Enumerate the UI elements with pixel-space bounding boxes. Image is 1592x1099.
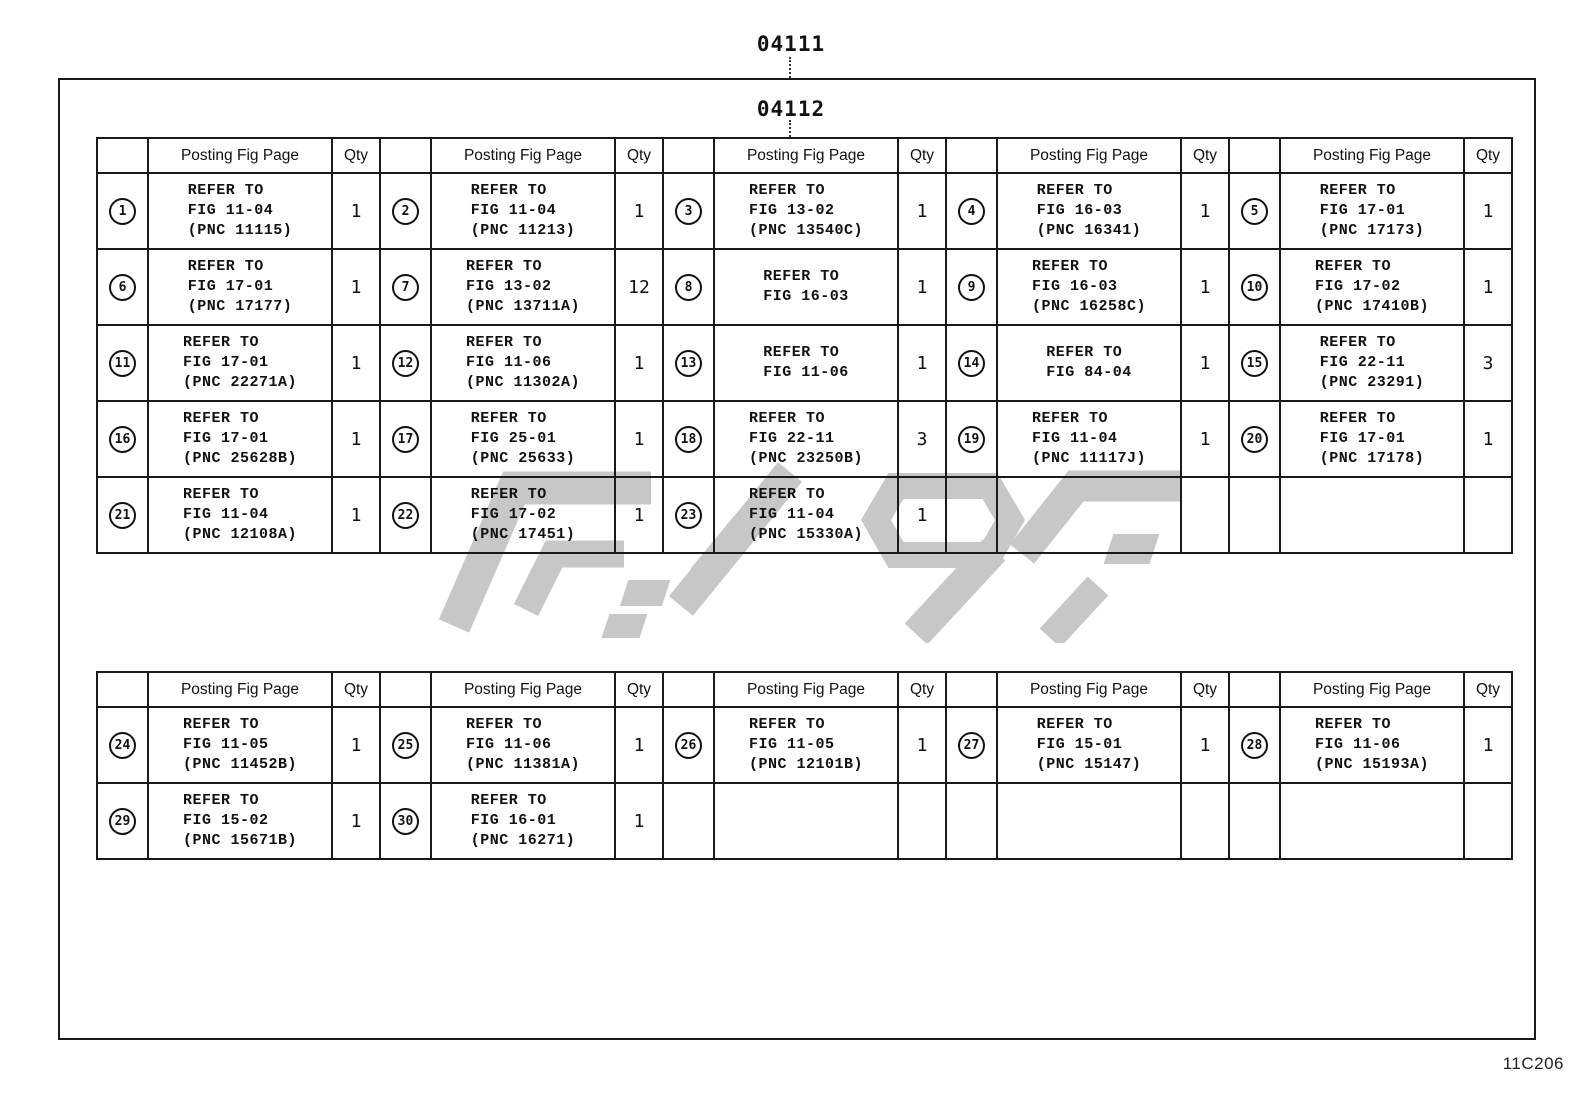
posting-fig-page-header: Posting Fig Page (431, 672, 615, 707)
posting-fig-cell (431, 325, 615, 401)
posting-fig-cell (1280, 707, 1464, 783)
posting-fig-page-header: Posting Fig Page (1280, 672, 1464, 707)
posting-fig-cell (431, 173, 615, 249)
item-number-cell (380, 707, 431, 783)
posting-fig-cell (431, 707, 615, 783)
refer-to-line: REFER TO (763, 268, 840, 285)
refer-to-line: REFER TO (1036, 716, 1113, 733)
item-number-cell (97, 477, 148, 553)
qty-cell: 1 (1181, 173, 1229, 249)
circled-number-icon: 20 (1241, 426, 1268, 453)
refer-to-line: (PNC 11452B) (182, 756, 298, 773)
item-number-cell (97, 707, 148, 783)
qty-header: Qty (1181, 138, 1229, 173)
refer-to-line: REFER TO (1031, 258, 1108, 275)
refer-to-line: FIG 17-02 (470, 506, 557, 523)
item-number-cell (663, 477, 714, 553)
refer-to-line: (PNC 11213) (470, 222, 576, 239)
refer-to-text (183, 791, 297, 851)
refer-to-line: (PNC 23250B) (748, 450, 864, 467)
item-number-cell (1229, 477, 1280, 553)
table-row (97, 783, 1512, 859)
posting-fig-cell (148, 783, 332, 859)
item-number-header (946, 672, 997, 707)
qty-cell: 1 (615, 401, 663, 477)
qty-cell: 1 (1181, 249, 1229, 325)
refer-to-line: (PNC 13711A) (465, 298, 581, 315)
posting-fig-page-header: Posting Fig Page (148, 138, 332, 173)
refer-to-text (188, 181, 293, 241)
posting-fig-cell (997, 707, 1181, 783)
circled-number-icon: 13 (675, 350, 702, 377)
refer-to-line: REFER TO (465, 334, 542, 351)
item-number-header (380, 672, 431, 707)
refer-to-line: REFER TO (748, 716, 825, 733)
qty-cell: 1 (332, 401, 380, 477)
refer-to-line: FIG 11-06 (763, 364, 849, 381)
refer-to-text (1032, 409, 1146, 469)
posting-fig-cell (148, 477, 332, 553)
connector-line-inner (789, 120, 791, 137)
refer-to-line: FIG 16-03 (1031, 278, 1118, 295)
refer-to-line: (PNC 23291) (1319, 374, 1425, 391)
item-number-cell (946, 325, 997, 401)
posting-fig-cell (431, 783, 615, 859)
item-number-header (97, 672, 148, 707)
refer-to-line: (PNC 15193A) (1314, 756, 1430, 773)
refer-to-line: REFER TO (1319, 182, 1396, 199)
refer-to-line: FIG 11-04 (187, 202, 274, 219)
refer-to-line: REFER TO (763, 344, 840, 361)
circled-number-icon: 4 (958, 198, 985, 225)
refer-to-line: REFER TO (1036, 182, 1113, 199)
posting-fig-cell (714, 401, 898, 477)
refer-to-line: FIG 11-06 (1314, 736, 1401, 753)
refer-to-line: FIG 16-01 (470, 812, 557, 829)
refer-to-line: REFER TO (182, 410, 259, 427)
item-number-cell (946, 783, 997, 859)
circled-number-icon: 3 (675, 198, 702, 225)
refer-to-line: (PNC 15330A) (748, 526, 864, 543)
refer-to-text (763, 343, 849, 383)
qty-cell: 1 (1464, 173, 1512, 249)
refer-to-line: (PNC 12108A) (182, 526, 298, 543)
item-number-cell (663, 401, 714, 477)
refer-to-line: FIG 84-04 (1046, 364, 1132, 381)
qty-cell: 3 (898, 401, 946, 477)
circled-number-icon: 27 (958, 732, 985, 759)
refer-to-line: (PNC 17410B) (1314, 298, 1430, 315)
part-number-inner: 04112 (756, 97, 826, 121)
posting-fig-cell (997, 249, 1181, 325)
refer-to-line: FIG 17-01 (1319, 202, 1406, 219)
refer-to-line: FIG 11-06 (465, 736, 552, 753)
refer-to-line: (PNC 16271) (470, 832, 576, 849)
circled-number-icon: 12 (392, 350, 419, 377)
refer-to-text (466, 715, 580, 775)
circled-number-icon: 26 (675, 732, 702, 759)
circled-number-icon: 2 (392, 198, 419, 225)
refer-to-text (1320, 409, 1425, 469)
refer-to-line: FIG 13-02 (465, 278, 552, 295)
qty-header: Qty (1464, 138, 1512, 173)
header-row (97, 138, 1512, 173)
posting-fig-cell (997, 477, 1181, 553)
refer-to-line: (PNC 17178) (1319, 450, 1425, 467)
posting-fig-cell (997, 325, 1181, 401)
refer-to-line: (PNC 25628B) (182, 450, 298, 467)
refer-to-line: FIG 11-05 (748, 736, 835, 753)
qty-header: Qty (615, 672, 663, 707)
qty-cell: 1 (615, 173, 663, 249)
qty-cell: 1 (1181, 325, 1229, 401)
item-number-cell (380, 783, 431, 859)
qty-cell: 1 (898, 707, 946, 783)
reference-table-lower (96, 671, 1513, 860)
refer-to-line: REFER TO (748, 410, 825, 427)
qty-cell (898, 783, 946, 859)
circled-number-icon: 14 (958, 350, 985, 377)
posting-fig-cell (431, 249, 615, 325)
qty-cell: 1 (615, 783, 663, 859)
refer-to-line: REFER TO (1319, 410, 1396, 427)
refer-to-line: FIG 11-04 (748, 506, 835, 523)
refer-to-line: (PNC 11117J) (1031, 450, 1147, 467)
item-number-cell (946, 401, 997, 477)
posting-fig-page-header: Posting Fig Page (431, 138, 615, 173)
circled-number-icon: 10 (1241, 274, 1268, 301)
posting-fig-cell (714, 783, 898, 859)
reference-table-upper (96, 137, 1513, 554)
refer-to-line: (PNC 17177) (187, 298, 293, 315)
refer-to-line: REFER TO (748, 486, 825, 503)
refer-to-text (188, 257, 293, 317)
refer-to-line: REFER TO (182, 486, 259, 503)
item-number-cell (380, 325, 431, 401)
item-number-cell (946, 173, 997, 249)
circled-number-icon: 15 (1241, 350, 1268, 377)
circled-number-icon: 19 (958, 426, 985, 453)
refer-to-line: REFER TO (1319, 334, 1396, 351)
refer-to-text (1315, 257, 1429, 317)
qty-cell: 1 (332, 783, 380, 859)
item-number-cell (946, 249, 997, 325)
posting-fig-page-header: Posting Fig Page (997, 672, 1181, 707)
refer-to-line: FIG 11-06 (465, 354, 552, 371)
circled-number-icon: 29 (109, 808, 136, 835)
item-number-cell (1229, 707, 1280, 783)
posting-fig-cell (1280, 401, 1464, 477)
posting-fig-cell (714, 173, 898, 249)
circled-number-icon: 7 (392, 274, 419, 301)
item-number-cell (946, 477, 997, 553)
refer-to-line: REFER TO (470, 486, 547, 503)
refer-to-line: FIG 11-04 (182, 506, 269, 523)
posting-fig-cell (148, 249, 332, 325)
refer-to-line: REFER TO (1031, 410, 1108, 427)
refer-to-line: FIG 15-01 (1036, 736, 1123, 753)
qty-cell: 1 (332, 249, 380, 325)
posting-fig-cell (148, 707, 332, 783)
qty-header: Qty (332, 672, 380, 707)
page-code: 11C206 (1502, 1054, 1564, 1073)
qty-cell: 1 (332, 477, 380, 553)
refer-to-text (1046, 343, 1132, 383)
qty-cell: 1 (1464, 401, 1512, 477)
qty-cell: 3 (1464, 325, 1512, 401)
refer-to-text (749, 409, 863, 469)
table-row (97, 401, 1512, 477)
refer-to-text (749, 485, 863, 545)
refer-to-line: REFER TO (470, 182, 547, 199)
refer-to-line: REFER TO (187, 258, 264, 275)
qty-cell: 1 (615, 325, 663, 401)
refer-to-text (471, 181, 576, 241)
posting-fig-cell (997, 783, 1181, 859)
refer-to-line: (PNC 11381A) (465, 756, 581, 773)
circled-number-icon: 21 (109, 502, 136, 529)
refer-to-line: (PNC 16258C) (1031, 298, 1147, 315)
item-number-cell (1229, 325, 1280, 401)
refer-to-text (471, 485, 576, 545)
posting-fig-page-header: Posting Fig Page (997, 138, 1181, 173)
posting-fig-cell (1280, 477, 1464, 553)
refer-to-line: FIG 22-11 (748, 430, 835, 447)
qty-cell: 12 (615, 249, 663, 325)
refer-to-line: (PNC 11302A) (465, 374, 581, 391)
refer-to-text (183, 409, 297, 469)
posting-fig-cell (1280, 249, 1464, 325)
posting-fig-cell (431, 401, 615, 477)
circled-number-icon: 25 (392, 732, 419, 759)
circled-number-icon: 11 (109, 350, 136, 377)
posting-fig-page-header: Posting Fig Page (1280, 138, 1464, 173)
refer-to-text (1037, 181, 1142, 241)
refer-to-text (1315, 715, 1429, 775)
refer-to-line: FIG 25-01 (470, 430, 557, 447)
item-number-cell (97, 783, 148, 859)
refer-to-line: (PNC 17173) (1319, 222, 1425, 239)
circled-number-icon: 18 (675, 426, 702, 453)
item-number-header (946, 138, 997, 173)
refer-to-line: (PNC 12101B) (748, 756, 864, 773)
refer-to-line: (PNC 25633) (470, 450, 576, 467)
refer-to-text (471, 791, 576, 851)
refer-to-line: (PNC 11115) (187, 222, 293, 239)
connector-line-top (789, 57, 791, 78)
qty-header: Qty (1181, 672, 1229, 707)
item-number-cell (946, 707, 997, 783)
refer-to-line: (PNC 17451) (470, 526, 576, 543)
refer-to-text (1320, 181, 1425, 241)
refer-to-line: REFER TO (470, 410, 547, 427)
refer-to-line: (PNC 13540C) (748, 222, 864, 239)
refer-to-line: FIG 16-03 (763, 288, 849, 305)
item-number-cell (97, 249, 148, 325)
table-row (97, 249, 1512, 325)
refer-to-line: REFER TO (1314, 716, 1391, 733)
item-number-cell (1229, 401, 1280, 477)
circled-number-icon: 9 (958, 274, 985, 301)
item-number-cell (663, 173, 714, 249)
qty-header: Qty (898, 672, 946, 707)
posting-fig-cell (431, 477, 615, 553)
refer-to-text (1032, 257, 1146, 317)
circled-number-icon: 16 (109, 426, 136, 453)
qty-cell: 1 (615, 707, 663, 783)
qty-cell: 1 (898, 477, 946, 553)
posting-fig-cell (148, 173, 332, 249)
qty-cell: 1 (1464, 707, 1512, 783)
refer-to-line: REFER TO (1314, 258, 1391, 275)
refer-to-line: (PNC 15147) (1036, 756, 1142, 773)
item-number-header (1229, 138, 1280, 173)
refer-to-line: REFER TO (748, 182, 825, 199)
refer-to-text (183, 485, 297, 545)
qty-cell: 1 (898, 249, 946, 325)
posting-fig-cell (714, 477, 898, 553)
refer-to-line: REFER TO (470, 792, 547, 809)
posting-fig-cell (148, 325, 332, 401)
posting-fig-cell (714, 707, 898, 783)
refer-to-text (749, 715, 863, 775)
qty-cell: 1 (332, 173, 380, 249)
qty-header: Qty (332, 138, 380, 173)
qty-cell (1464, 477, 1512, 553)
refer-to-line: REFER TO (465, 258, 542, 275)
refer-to-line: REFER TO (182, 792, 259, 809)
table-row (97, 325, 1512, 401)
item-number-cell (380, 477, 431, 553)
refer-to-line: REFER TO (182, 334, 259, 351)
refer-to-line: FIG 17-01 (182, 430, 269, 447)
posting-fig-cell (714, 249, 898, 325)
qty-cell: 1 (898, 325, 946, 401)
circled-number-icon: 28 (1241, 732, 1268, 759)
circled-number-icon: 6 (109, 274, 136, 301)
item-number-cell (380, 173, 431, 249)
item-number-cell (663, 783, 714, 859)
refer-to-line: FIG 17-01 (187, 278, 274, 295)
refer-to-line: FIG 13-02 (748, 202, 835, 219)
item-number-cell (1229, 249, 1280, 325)
refer-to-line: FIG 11-05 (182, 736, 269, 753)
item-number-header (663, 138, 714, 173)
qty-cell (1464, 783, 1512, 859)
circled-number-icon: 22 (392, 502, 419, 529)
item-number-cell (97, 325, 148, 401)
qty-cell: 1 (1181, 707, 1229, 783)
header-row (97, 672, 1512, 707)
circled-number-icon: 5 (1241, 198, 1268, 225)
refer-to-text (471, 409, 576, 469)
qty-cell: 1 (898, 173, 946, 249)
refer-to-line: FIG 15-02 (182, 812, 269, 829)
circled-number-icon: 1 (109, 198, 136, 225)
item-number-header (380, 138, 431, 173)
refer-to-line: (PNC 16341) (1036, 222, 1142, 239)
item-number-cell (97, 401, 148, 477)
table-row (97, 173, 1512, 249)
part-number-top: 04111 (756, 32, 826, 56)
item-number-header (97, 138, 148, 173)
posting-fig-page-header: Posting Fig Page (714, 138, 898, 173)
item-number-cell (663, 707, 714, 783)
refer-to-text (763, 267, 849, 307)
item-number-header (663, 672, 714, 707)
qty-cell (1181, 783, 1229, 859)
refer-to-text (749, 181, 863, 241)
table-row (97, 477, 1512, 553)
circled-number-icon: 23 (675, 502, 702, 529)
qty-header: Qty (898, 138, 946, 173)
refer-to-line: FIG 17-02 (1314, 278, 1401, 295)
refer-to-text (183, 715, 297, 775)
item-number-cell (1229, 173, 1280, 249)
refer-to-line: FIG 17-01 (1319, 430, 1406, 447)
refer-to-text (466, 257, 580, 317)
refer-to-line: FIG 16-03 (1036, 202, 1123, 219)
refer-to-line: FIG 22-11 (1319, 354, 1406, 371)
posting-fig-cell (1280, 325, 1464, 401)
refer-to-line: REFER TO (465, 716, 542, 733)
refer-to-line: REFER TO (182, 716, 259, 733)
refer-to-text (1320, 333, 1425, 393)
item-number-cell (1229, 783, 1280, 859)
posting-fig-cell (997, 173, 1181, 249)
circled-number-icon: 24 (109, 732, 136, 759)
refer-to-line: FIG 11-04 (470, 202, 557, 219)
refer-to-text (183, 333, 297, 393)
posting-fig-page-header: Posting Fig Page (148, 672, 332, 707)
item-number-cell (380, 249, 431, 325)
qty-cell: 1 (615, 477, 663, 553)
circled-number-icon: 30 (392, 808, 419, 835)
refer-to-line: FIG 11-04 (1031, 430, 1118, 447)
refer-to-line: (PNC 15671B) (182, 832, 298, 849)
refer-to-text (466, 333, 580, 393)
table-row (97, 707, 1512, 783)
item-number-cell (663, 325, 714, 401)
qty-cell: 1 (1464, 249, 1512, 325)
posting-fig-page-header: Posting Fig Page (714, 672, 898, 707)
qty-cell: 1 (1181, 401, 1229, 477)
qty-cell (1181, 477, 1229, 553)
posting-fig-cell (1280, 173, 1464, 249)
posting-fig-cell (148, 401, 332, 477)
posting-fig-cell (997, 401, 1181, 477)
posting-fig-cell (714, 325, 898, 401)
refer-to-line: FIG 17-01 (182, 354, 269, 371)
posting-fig-cell (1280, 783, 1464, 859)
qty-header: Qty (615, 138, 663, 173)
refer-to-line: REFER TO (1046, 344, 1123, 361)
refer-to-line: (PNC 22271A) (182, 374, 298, 391)
refer-to-line: REFER TO (187, 182, 264, 199)
item-number-cell (380, 401, 431, 477)
item-number-header (1229, 672, 1280, 707)
circled-number-icon: 17 (392, 426, 419, 453)
qty-cell: 1 (332, 325, 380, 401)
qty-header: Qty (1464, 672, 1512, 707)
circled-number-icon: 8 (675, 274, 702, 301)
item-number-cell (97, 173, 148, 249)
item-number-cell (663, 249, 714, 325)
refer-to-text (1037, 715, 1142, 775)
qty-cell: 1 (332, 707, 380, 783)
